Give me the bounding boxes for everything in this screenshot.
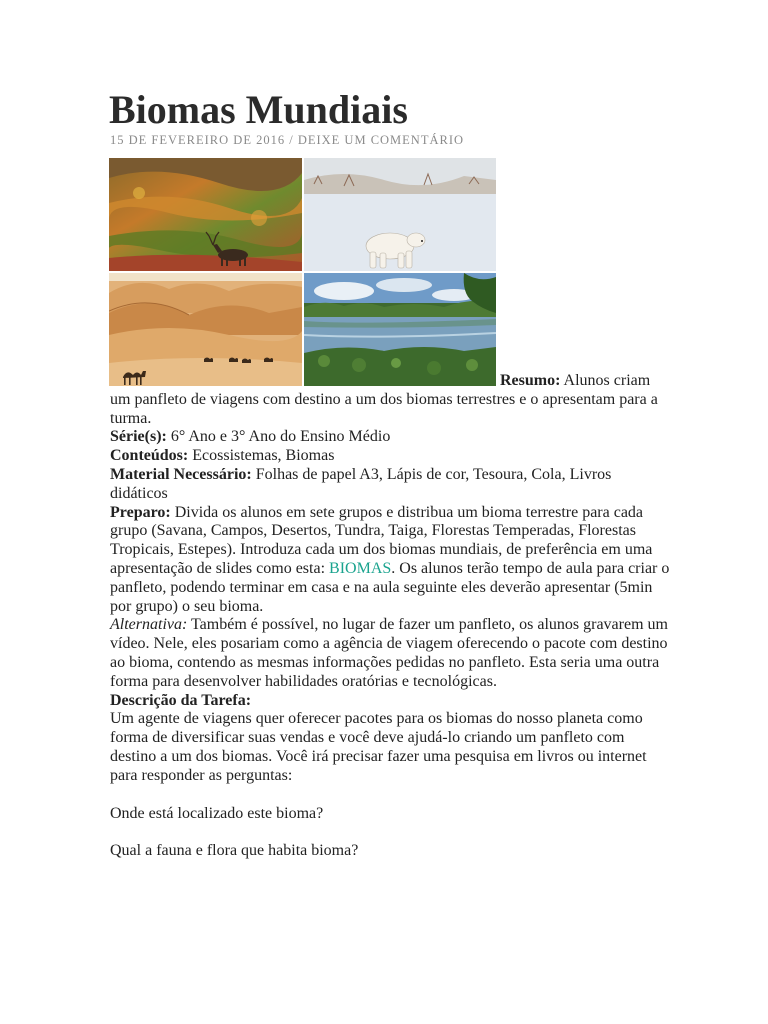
spacer xyxy=(110,786,670,805)
serie-label: Série(s): xyxy=(110,428,167,446)
alternativa-paragraph xyxy=(110,616,670,691)
preparo-text: Divida os alunos em sete grupos e distribua um bioma terrestre para cada grupo (Savana, Campos, Desertos, Tundra, Taiga, Florestas Temperadas, Florestas Tropicais, Estepes). Introduza cada um dos biomas mundiais, de preferência em uma apresentação de slides como esta: xyxy=(110,503,653,577)
question-fauna-flora: Qual a fauna e flora que habita bioma? xyxy=(110,842,359,860)
page-title: Biomas Mundiais xyxy=(109,87,408,132)
meta-separator: / xyxy=(285,133,298,147)
preparo-paragraph xyxy=(110,504,670,617)
comment-link[interactable]: DEIXE UM COMENTÁRIO xyxy=(297,133,465,147)
serie-text: 6° Ano e 3° Ano do Ensino Médio xyxy=(166,428,391,446)
material-label: Material Necessário: xyxy=(110,465,252,483)
material-text: Folhas de papel A3, Lápis de cor, Tesoura, Cola, Livros didáticos xyxy=(110,465,612,502)
tundra-reindeer-image xyxy=(109,158,302,271)
spacer xyxy=(110,823,670,842)
preparo-after-text: . Os alunos terão tempo de aula para criar o panfleto, podendo terminar em casa e na aula seguinte eles deverão apresentar (5min por grupo) o seu bioma. xyxy=(110,559,670,615)
conteudos-label: Conteúdos: xyxy=(110,447,189,465)
resumo-text: Alunos criam um panfleto de viagens com destino a um dos biomas terrestres e o apresentam para a turma. xyxy=(110,372,658,427)
biomes-image-collage xyxy=(109,158,496,386)
descricao-paragraph: Um agente de viagens quer oferecer pacotes para os biomas do nosso planeta como forma de diversificar suas vendas e você deve ajudá-lo criando um panfleto com destino a um dos biomas. Você irá precisar fazer uma pesquisa em livros ou internet para responder as perguntas: xyxy=(110,710,647,784)
article-body xyxy=(110,372,670,861)
question-location: Onde está localizado este bioma? xyxy=(110,804,324,822)
biomas-slides-link[interactable]: BIOMAS xyxy=(329,559,392,577)
preparo-label: Preparo: xyxy=(110,503,171,521)
resumo-paragraph xyxy=(110,372,670,428)
resumo-label: Resumo: xyxy=(500,372,561,389)
tropical-wetland-image xyxy=(304,273,496,386)
descricao-label: Descrição da Tarefa: xyxy=(110,691,252,709)
polar-bear-image xyxy=(304,158,496,271)
desert-camels-image xyxy=(109,273,302,386)
material-paragraph xyxy=(110,466,670,504)
alternativa-text: Também é possível, no lugar de fazer um panfleto, os alunos gravarem um vídeo. Nele, eles posariam como a agência de viagem oferecendo o pacote com destino ao bioma, contendo as mesmas informações pedidas no panfleto. Esta seria uma outra forma para desenvolver habilidades oratórias e tecnológicas. xyxy=(110,616,668,690)
descricao-heading xyxy=(110,692,670,711)
conteudos-paragraph xyxy=(110,447,670,466)
post-meta xyxy=(110,133,464,148)
post-date: 15 DE FEVEREIRO DE 2016 xyxy=(110,133,286,147)
serie-paragraph xyxy=(110,428,670,447)
alternativa-label: Alternativa: xyxy=(110,616,188,634)
conteudos-text: Ecossistemas, Biomas xyxy=(188,447,335,465)
